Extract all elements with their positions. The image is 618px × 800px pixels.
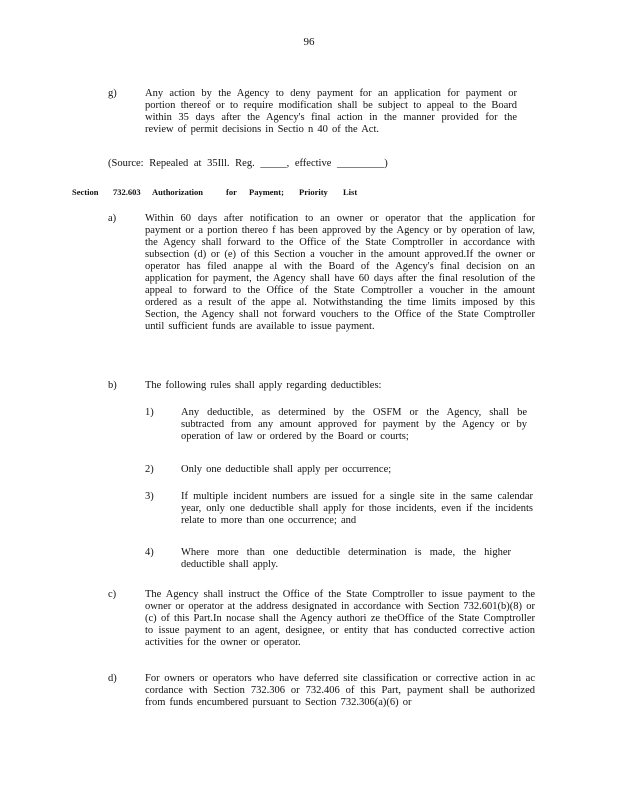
subitem-1-text: Any deductible, as determined by the OSFM or the Agency, shall be subtracted from any amount approved for payment by the Agency or by operation of law or ordered by the Board or courts; [181,407,527,442]
item-a-text: Within 60 days after notification to an owner or operator that the application for payment or a portion thereo f has been approved by the Agency or by operation of law, the Agency shall forward to the Office of the State Comptroller in accordance with subsection (d) or (e) of this Section a voucher in the amount approved.If the owner or operator has filed anappe al with the Board of the Agency's final decision on an application for payment, the Agency shall have 60 days after the final resolution of the appeal to forward to the Office of the State Comptroller a voucher in the amount ordered as a result of the appe al. Notwithstanding the time limits imposed by this Section, the Agency shall not forward vouchers to the Office of the State Comptroller until sufficient funds are available to issue payment. [145,213,535,332]
section-heading-title-4: Priority [299,187,328,197]
item-b-label: b) [108,380,117,391]
item-c-label: c) [108,589,117,600]
section-heading-number: 732.603 [113,187,141,197]
paragraph-g-label: g) [108,88,117,99]
section-heading-title-2: for [226,187,237,197]
section-heading-title-3: Payment; [249,187,284,197]
paragraph-g-text: Any action by the Agency to deny payment for an application for payment or portion thereof or to require modification shall be subject to appeal to the Board within 35 days after the Agency's final action in the manner provided for the review of permit decisions in Sectio n 40 of the Act. [145,88,517,135]
item-d-label: d) [108,673,117,684]
page-number: 96 [303,36,315,48]
item-a-label: a) [108,213,117,224]
subitem-2-label: 2) [145,464,154,475]
subitem-4-text: Where more than one deductible determination is made, the higher deductible shall apply. [181,547,511,570]
subitem-3-text: If multiple incident numbers are issued for a single site in the same calendar year, only one deductible shall apply for those incidents, even if the incidents relate to more than one occurrence; and [181,491,533,526]
item-d-text: For owners or operators who have deferred site classification or corrective action in ac cordance with Section 732.306 or 732.406 of this Part, payment shall be authorized from funds encumbered pursuant to Section 732.306(a)(6) or [145,673,535,708]
subitem-1-label: 1) [145,407,154,418]
section-heading-title-5: List [343,187,358,197]
section-heading-word: Section [72,187,99,197]
source-note: (Source: Repealed at 35Ill. Reg. _____, effective _________) [108,158,388,169]
section-heading-title-1: Authorization [152,187,203,197]
subitem-3-label: 3) [145,491,154,502]
item-c-text: The Agency shall instruct the Office of the State Comptroller to issue payment to the owner or operator at the address designated in accordance with Section 732.601(b)(8) or (c) of this Part.In nocase shall the Agency authori ze theOffice of the State Comptroller to issue payment to an agent, designee, or entity that has conducted corrective action activities for the owner or operator. [145,589,535,648]
subitem-4-label: 4) [145,547,154,558]
item-b-text: The following rules shall apply regarding deductibles: [145,380,382,391]
subitem-2-text: Only one deductible shall apply per occurrence; [181,464,392,475]
